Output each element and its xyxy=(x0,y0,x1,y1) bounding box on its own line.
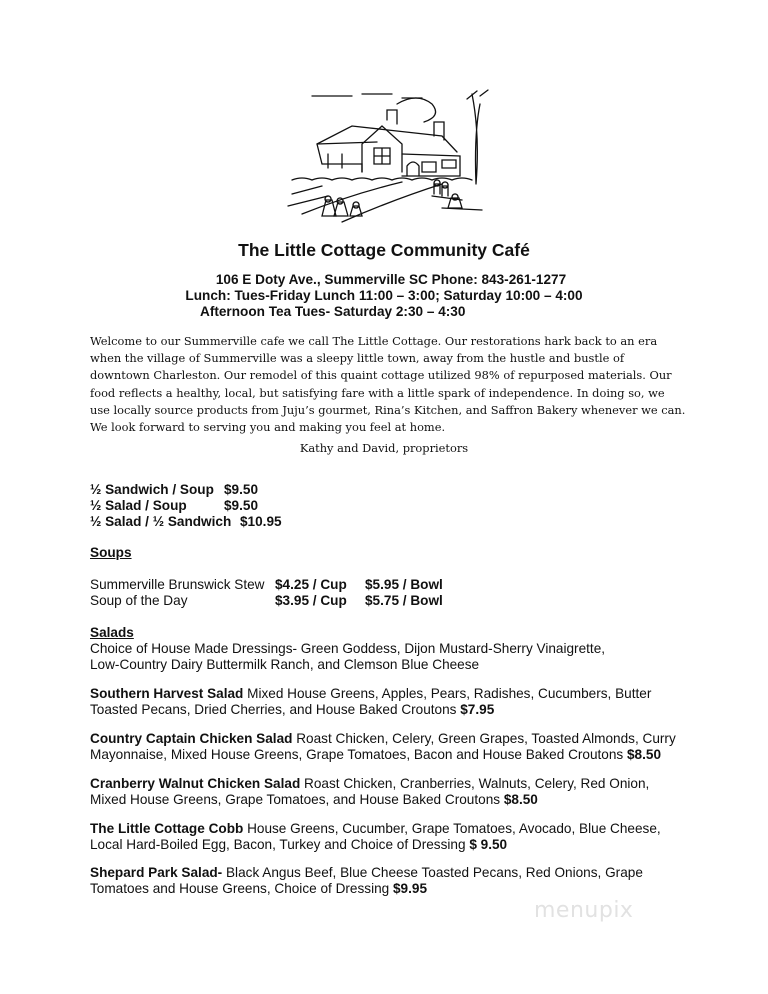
soup-name: Summerville Brunswick Stew xyxy=(90,577,265,592)
welcome-line: use locally source products from Juju’s gourmet, Rina’s Kitchen, and Saffron Bakery whenever we can. xyxy=(90,402,686,417)
salad-price: $8.50 xyxy=(627,747,662,762)
salad-description: Black Angus Beef, Blue Cheese Toasted Pecans, Red Onions, Grape xyxy=(222,865,643,880)
salads-heading: Salads xyxy=(90,625,134,640)
salad-description: Local Hard-Boiled Egg, Bacon, Turkey and Choice of Dressing xyxy=(90,837,470,852)
address-phone: 106 E Doty Ave., Summerville SC Phone: 843-261-1277 xyxy=(215,272,567,287)
dressings-line: Choice of House Made Dressings- Green Goddess, Dijon Mustard-Sherry Vinaigrette, xyxy=(90,641,606,656)
salad-name: Cranberry Walnut Chicken Salad xyxy=(90,776,301,791)
combo-price: $9.50 xyxy=(224,482,259,497)
combo-name: ½ Salad / Soup xyxy=(90,498,187,513)
welcome-line: downtown Charleston. Our remodel of this quaint cottage utilized 98% of repurposed materials. Our xyxy=(90,368,672,383)
welcome-line: We look forward to serving you and making you feel at home. xyxy=(90,420,446,435)
soup-bowl-price: $5.75 / Bowl xyxy=(365,593,443,608)
combo-price: $9.50 xyxy=(224,498,259,513)
salad-item xyxy=(90,686,730,718)
salad-description: Mayonnaise, Mixed House Greens, Grape Tomatoes, Bacon and House Baked Croutons xyxy=(90,747,627,762)
soup-item xyxy=(90,577,443,593)
salad-price: $8.50 xyxy=(503,792,538,807)
afternoon-tea-hours: Afternoon Tea Tues- Saturday 2:30 – 4:30 xyxy=(200,304,466,319)
salad-name: Shepard Park Salad- xyxy=(90,865,223,880)
combo-list xyxy=(90,482,282,530)
salad-item xyxy=(90,731,730,763)
salad-name: Country Captain Chicken Salad xyxy=(90,731,293,746)
combo-price: $10.95 xyxy=(240,514,282,529)
salad-description: Tomatoes and House Greens, Choice of Dressing xyxy=(90,881,393,896)
soup-item xyxy=(90,593,443,609)
salad-price: $ 9.50 xyxy=(469,837,508,852)
menupix-watermark: menupix xyxy=(534,898,634,923)
soup-bowl-price: $5.95 / Bowl xyxy=(365,577,443,592)
salad-price: $9.95 xyxy=(393,881,428,896)
soup-name: Soup of the Day xyxy=(90,593,188,608)
welcome-line: Welcome to our Summerville cafe we call The Little Cottage. Our restorations hark back to an era xyxy=(90,334,658,348)
salad-description: Mixed House Greens, Apples, Pears, Radishes, Cucumbers, Butter xyxy=(243,686,652,701)
welcome-line: food reflects a healthy, local, but satisfying fare with a little spark of independence. In doing so, we xyxy=(90,385,665,400)
salad-price: $7.95 xyxy=(460,702,495,717)
lunch-hours: Lunch: Tues-Friday Lunch 11:00 – 3:00; Saturday 10:00 – 4:00 xyxy=(185,288,583,303)
salad-description: Roast Chicken, Celery, Green Grapes, Toasted Almonds, Curry xyxy=(292,731,676,746)
soup-cup-price: $3.95 / Cup xyxy=(275,593,347,608)
combo-name: ½ Sandwich / Soup xyxy=(90,482,214,497)
salad-item xyxy=(90,865,730,897)
welcome-paragraph xyxy=(90,333,740,436)
soup-cup-price: $4.25 / Cup xyxy=(275,577,347,592)
combo-item xyxy=(90,498,282,514)
soups-list xyxy=(90,577,443,609)
cottage-illustration-icon xyxy=(282,84,502,226)
salad-name: The Little Cottage Cobb xyxy=(90,821,244,836)
cafe-title: The Little Cottage Community Café xyxy=(238,240,530,260)
salad-item xyxy=(90,776,730,808)
salad-item xyxy=(90,821,730,853)
proprietors-signoff: Kathy and David, proprietors xyxy=(299,441,469,455)
dressings-note xyxy=(90,641,730,673)
salad-description: House Greens, Cucumber, Grape Tomatoes, Avocado, Blue Cheese, xyxy=(243,821,661,836)
salad-description: Toasted Pecans, Dried Cherries, and House Baked Croutons xyxy=(90,702,461,717)
dressings-line: Low-Country Dairy Buttermilk Ranch, and Clemson Blue Cheese xyxy=(90,657,480,672)
salad-description: Mixed House Greens, Grape Tomatoes, and House Baked Croutons xyxy=(90,792,504,807)
salad-name: Southern Harvest Salad xyxy=(90,686,244,701)
combo-name: ½ Salad / ½ Sandwich xyxy=(90,514,232,529)
salad-description: Roast Chicken, Cranberries, Walnuts, Celery, Red Onion, xyxy=(300,776,650,791)
soups-heading: Soups xyxy=(90,545,132,560)
combo-item xyxy=(90,482,282,498)
welcome-line: when the village of Summerville was a sleepy little town, away from the hustle and bustle of xyxy=(90,351,625,366)
combo-item xyxy=(90,514,282,530)
